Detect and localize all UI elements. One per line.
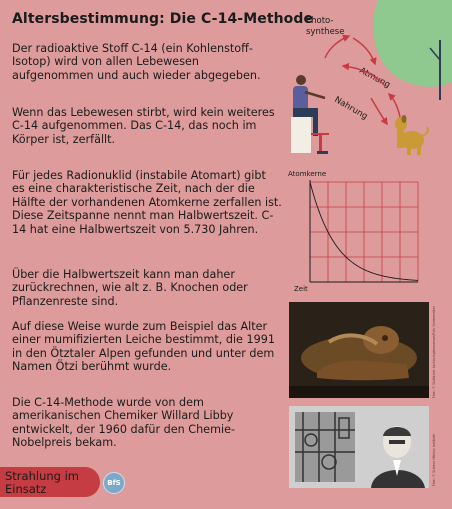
paragraph-death: Wenn das Lebewesen stirbt, wird kein weiteres C-14 aufgenommen. Das C-14, das noch im Körper ist, zerfällt. [12,106,275,146]
decay-grid [310,182,418,282]
person-icon [291,75,329,154]
decay-ylabel: Atomkerne [288,170,327,178]
carbon-cycle-illustration [283,0,452,160]
label-nahrung: Nahrung [332,94,370,122]
paragraph-libby: Die C-14-Methode wurde von dem amerikanischen Chemiker Willard Libby entwickelt, der 1960 dafür den Chemie-Nobelpreis bekam. [12,396,235,450]
page-title: Altersbestimmung: Die C-14-Methode [12,11,314,27]
arrow-photosynthese [353,38,375,64]
arrow-nahrung [371,98,387,124]
label-photosynthese-2: synthese [306,27,345,37]
dog-icon [395,115,428,155]
paragraph-intro: Der radioaktive Stoff C-14 (ein Kohlenstoff-Isotop) wird von allen Lebewesen aufgenommen und auch wieder abgegeben. [12,42,261,82]
bfs-logo-icon: BfS [103,472,125,494]
libby-photo [289,406,429,488]
label-photosynthese-1: Photo- [306,16,334,26]
photo-caption-2: Foto: © Science History Institute [432,433,436,486]
footer-label: Strahlung im Einsatz [5,469,79,496]
decay-xlabel: Zeit [294,285,308,293]
paragraph-halflife: Für jedes Radionuklid (instabile Atomart) gibt es eine charakteristische Zeit, nach der die Hälfte der vorhandenen Atomkerne zerfallen ist. Diese Zeitspanne nennt man Halbwertszeit. C-14 hat eine Halbwertszeit von 5.730 Jahren. [12,169,282,236]
label-atmung: Atmung [357,65,392,91]
oetzi-photo [289,302,429,398]
decay-chart [288,168,422,294]
photo-caption-1: Foto: © Südtiroler Archäologiemuseum/Foto Ochsenreiter [432,306,436,398]
arrow-to-air [325,36,349,58]
paragraph-calculation: Über die Halbwertszeit kann man daher zurückrechnen, wie alt z. B. Knochen oder Pflanzenreste sind. [12,268,248,308]
paragraph-oetzi: Auf diese Weise wurde zum Beispiel das Alter einer mumifizierten Leiche bestimmt, die 1991 in den Ötztaler Alpen gefunden und unter dem Namen Ötzi berühmt wurde. [12,320,275,374]
